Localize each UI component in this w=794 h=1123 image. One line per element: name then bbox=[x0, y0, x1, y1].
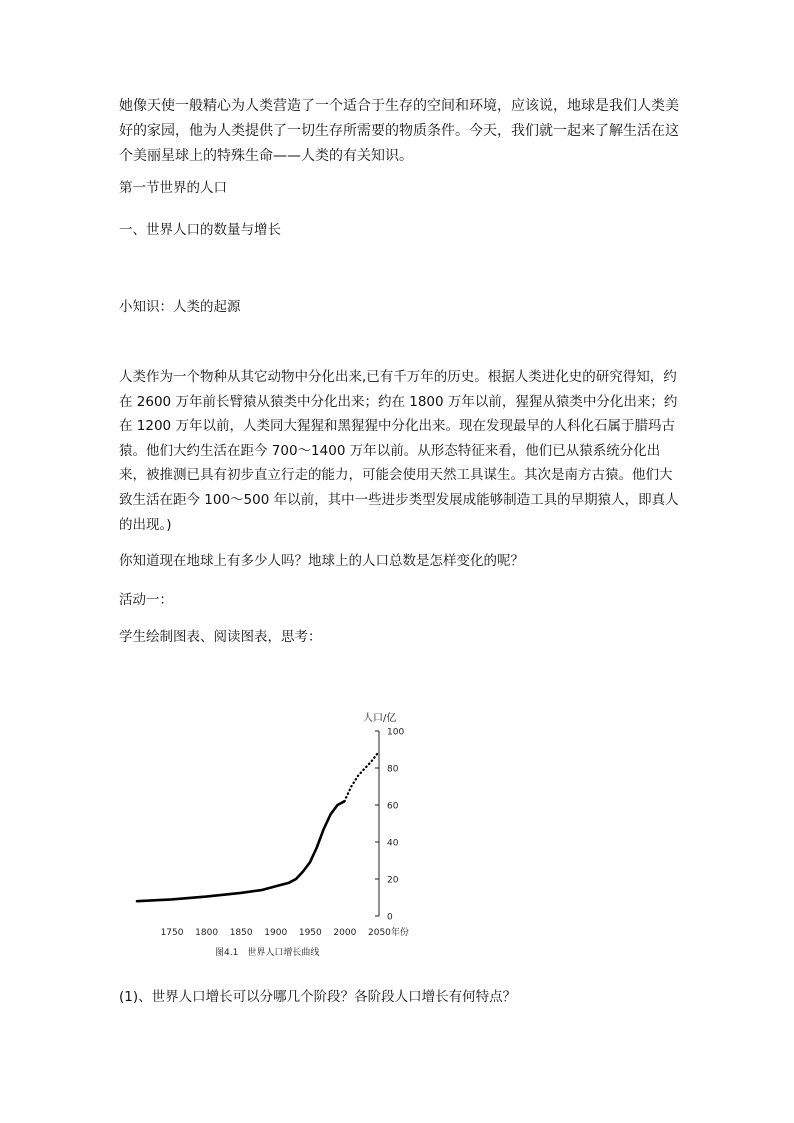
y-tick-label: 60 bbox=[387, 801, 399, 812]
x-tick-label: 1900 bbox=[264, 928, 288, 938]
question-1: (1)、世界人口增长可以分哪几个阶段？各阶段人口增长有何特点？ bbox=[119, 989, 517, 1005]
y-tick-label: 0 bbox=[387, 912, 393, 923]
intro-paragraph: 她像天使一般精心为人类营造了一个适合于生存的空间和环境，应该说，地球是我们人类美好的家园，他为人类提供了一切生存所需要的物质条件。今天，我们就一起来了解生活在这个美丽星球上的特殊生命——人类的有关知识。 bbox=[119, 98, 679, 164]
question-paragraph: 你知道现在地球上有多少人吗？地球上的人口总数是怎样变化的呢？ bbox=[119, 553, 524, 569]
section-title: 第一节世界的人口 bbox=[119, 180, 227, 196]
x-tick-label: 2050年份 bbox=[368, 928, 409, 938]
population-line bbox=[137, 801, 344, 901]
projected-population-line bbox=[344, 751, 379, 801]
tip-body: 人类作为一个物种从其它动物中分化出来,已有千万年的历史。根据人类进化史的研究得知，约在 2600 万年前长臂猿从猿类中分化出来；约在 1800 万年以前，猩猩从猿类中分化出来；约在 1200 万年以前，人类同大猩猩和黑猩猩中分化出来。现在发现最早的人科化石属于腊玛古猿。他们大约生活在距今 700～1400 万年以前。从形态特征来看，他们已从猿系统分化出来，被推测已具有初步直立行走的能力，可能会使用天然工具谋生。其次是南方古猿。他们大致生活在距今 100～500 年以前，其中一些进步类型发展成能够制造工具的早期猿人，即真人的出现。) bbox=[119, 369, 679, 533]
subsection-title: 一、世界人口的数量与增长 bbox=[119, 222, 281, 238]
y-tick-label: 100 bbox=[387, 727, 405, 738]
tip-title: 小知识：人类的起源 bbox=[119, 299, 241, 315]
y-tick-label: 20 bbox=[387, 875, 399, 886]
x-tick-label: 1950 bbox=[298, 928, 322, 938]
y-tick-label: 80 bbox=[387, 764, 399, 775]
instruction-text: 学生绘制图表、阅读图表，思考： bbox=[119, 629, 322, 645]
chart-caption: 图4.1 世界人口增长曲线 bbox=[215, 948, 320, 958]
x-tick-label: 2000 bbox=[333, 928, 357, 938]
x-tick-label: 1800 bbox=[195, 928, 219, 938]
x-tick-label: 1750 bbox=[160, 928, 184, 938]
y-tick-label: 40 bbox=[387, 838, 399, 849]
y-axis-label: 人口/亿 bbox=[363, 713, 397, 724]
activity-label: 活动一： bbox=[119, 592, 173, 608]
x-tick-label: 1850 bbox=[229, 928, 253, 938]
